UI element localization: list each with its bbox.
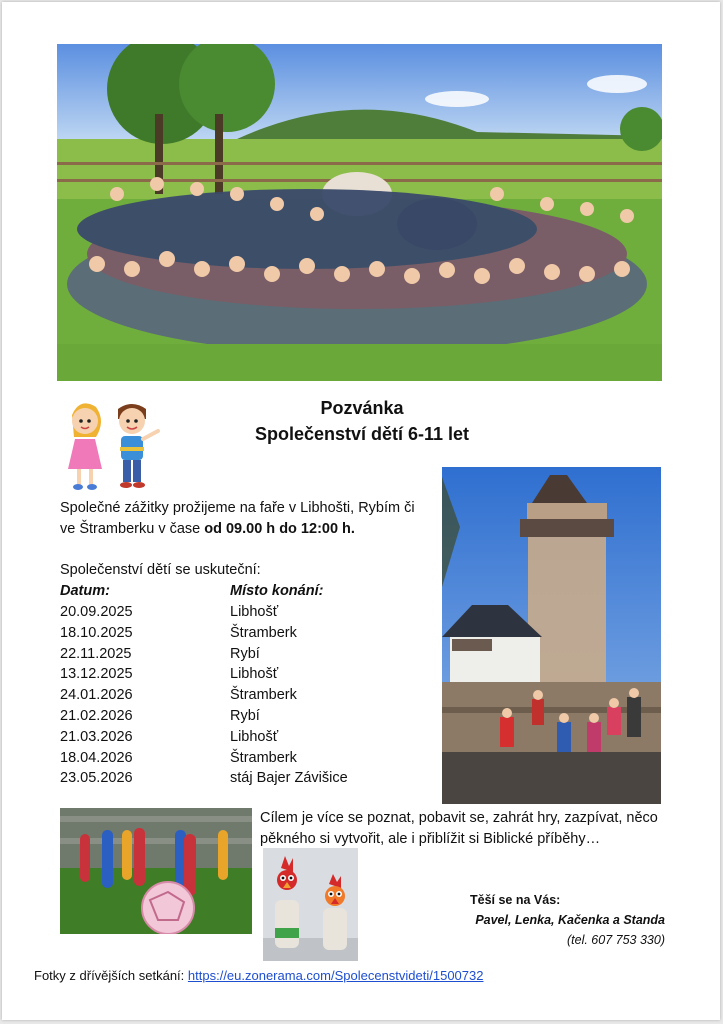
schedule-row (60, 748, 420, 769)
signature-greeting: Těší se na Vás: (470, 893, 561, 907)
schedule-place: Rybí (230, 707, 260, 724)
photo-gallery-footer (34, 968, 483, 983)
aim-paragraph: Cílem je více se poznat, pobavit se, zahrát hry, zazpívat, něco pěkného si vytvořit, ale i přiblížit si Biblické příběhy… (260, 810, 658, 847)
children-clipart (60, 397, 162, 497)
bowling-photo (60, 808, 252, 934)
schedule-date: 20.09.2025 (60, 604, 133, 620)
schedule-row (60, 685, 420, 706)
date-column-header: Datum: (60, 583, 110, 599)
schedule-date: 23.05.2026 (60, 770, 133, 787)
schedule-intro: Společenství dětí se uskuteční: (60, 562, 261, 578)
schedule-place: Štramberk (230, 749, 297, 766)
schedule-row (60, 706, 420, 727)
schedule-date: 22.11.2025 (60, 645, 132, 662)
signature-phone: (tel. 607 753 330) (567, 933, 665, 947)
schedule-place: Libhošť (230, 604, 279, 620)
schedule-row (60, 644, 420, 665)
schedule-place: Štramberk (230, 687, 297, 704)
schedule-place: Libhošť (230, 666, 279, 683)
signature-block (470, 890, 665, 950)
schedule-date: 21.03.2026 (60, 728, 133, 745)
schedule-place: stáj Bajer Závišice (230, 770, 348, 787)
schedule-place: Libhošť (230, 728, 279, 745)
subtitle-text: Společenství dětí 6-11 let (254, 424, 470, 444)
schedule-date: 18.04.2026 (60, 749, 133, 766)
schedule-date: 21.02.2026 (60, 707, 133, 724)
footer-label: Fotky z dřívějších setkání: (34, 968, 185, 983)
schedule-date: 24.01.2026 (60, 687, 133, 704)
intro-text: Společné zážitky prožijeme na faře v Libhošti, Rybím či ve Štramberku v čase (60, 500, 415, 537)
intro-time: od 09.00 h do 12:00 h. (204, 521, 355, 537)
title-text: Pozvánka (320, 398, 404, 418)
schedule-row (60, 664, 420, 685)
group-photo (57, 44, 662, 381)
gallery-link[interactable]: https://eu.zonerama.com/Spolecenstvideti/1500732 (187, 968, 484, 983)
schedule-row (60, 768, 420, 789)
invitation-page (2, 2, 720, 1020)
intro-paragraph (60, 498, 430, 540)
schedule-date: 18.10.2025 (60, 624, 133, 641)
schedule-table (60, 602, 420, 789)
signature-names: Pavel, Lenka, Kačenka a Standa (475, 913, 665, 927)
invitation-title (202, 395, 522, 447)
schedule-row (60, 602, 420, 623)
chickens-craft-photo (263, 848, 358, 961)
schedule-row (60, 727, 420, 748)
schedule-row (60, 623, 420, 644)
tower-photo (442, 467, 661, 804)
schedule-date: 13.12.2025 (60, 666, 133, 683)
place-column-header: Místo konání: (230, 583, 324, 599)
schedule-place: Štramberk (230, 624, 297, 641)
schedule-place: Rybí (230, 645, 260, 662)
